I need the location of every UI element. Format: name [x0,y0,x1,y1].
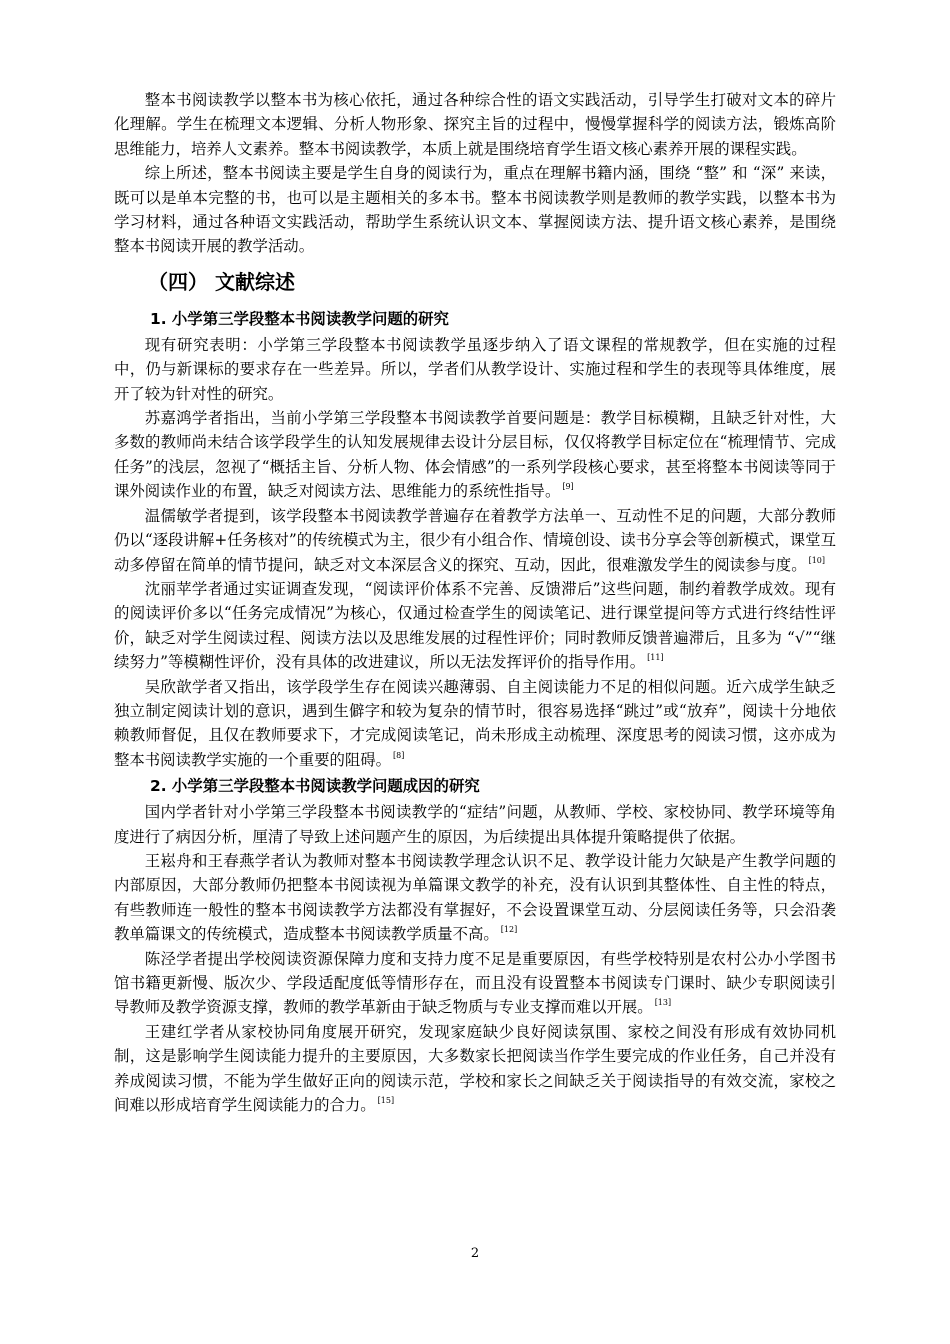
intro-paragraph-2: 综上所述，整本书阅读主要是学生自身的阅读行为，重点在理解书籍内涵，围绕 “整” 和 “深” 来读，既可以是单本完整的书，也可以是主题相关的多本书。整本书阅读教学则是教师的教学实践，以整本书为学习材料，通过各种语文实践活动，帮助学生系统认识文本、掌握阅读方法、提升语文核心素养，是围绕整本书阅读开展的教学活动。 [114,164,836,256]
document-page [114,88,836,1117]
paragraph-text: 吴欣歆学者又指出，该学段学生存在阅读兴趣薄弱、自主阅读能力不足的相似问题。近六成学生缺乏独立制定阅读计划的意识，遇到生僻字和较为复杂的情节时，很容易选择“跳过”或“放弃”，阅读十分地依赖教师督促，且仅在教师要求下，才完成阅读笔记，尚未形成主动梳理、深度思考的阅读习惯，这亦成为整本书阅读教学实施的一个重要的阻碍。 [114,677,836,769]
paragraph-text: 王崧舟和王春燕学者认为教师对整本书阅读教学理念认识不足、教学设计能力欠缺是产生教学问题的内部原因，大部分教师仍把整本书阅读视为单篇课文教学的补充，没有认识到其整体性、自主性的特点，有些教师连一般性的整本书阅读教学方法都没有掌握好，不会设置课堂互动、分层阅读任务等，只会沿袭教单篇课文的传统模式，造成整本书阅读教学质量不高。 [114,851,836,944]
subsection-1-heading: 1. 小学第三学段整本书阅读教学问题的研究 [150,309,449,328]
paragraph-text: 沈丽苹学者通过实证调查发现，“阅读评价体系不完善、反馈滞后”这些问题，制约着教学成效。现有的阅读评价多以“任务完成情况”为核心，仅通过检查学生的阅读笔记、进行课堂提问等方式进行终结性评价，缺乏对学生阅读过程、阅读方法以及思维发展的过程性评价；同时教师反馈普遍滞后，且多为 “√”“继续努力”等模糊性评价，没有具体的改进建议，所以无法发挥评价的指导作用。 [114,579,836,672]
intro-paragraph-1: 整本书阅读教学以整本书为核心依托，通过各种综合性的语文实践活动，引导学生打破对文本的碎片化理解。学生在梳理文本逻辑、分析人物形象、探究主旨的过程中，慢慢掌握科学的阅读方法，锻炼高阶思维能力，培养人文素养。整本书阅读教学，本质上就是围绕培育学生语文核心素养开展的课程实践。 [114,91,836,158]
subsection-1-paragraph-5 [114,675,836,773]
paragraph-text: 王建红学者从家校协同角度展开研究，发现家庭缺少良好阅读氛围、家校之间没有形成有效协同机制，这是影响学生阅读能力提升的主要原因，大多数家长把阅读当作学生要完成的作业任务，自己并没有养成阅读习惯，不能为学生做好正向的阅读示范，学校和家长之间缺乏关于阅读指导的有效交流，家校之间难以形成培育学生阅读能力的合力。 [114,1022,836,1115]
citation-ref: [11] [647,653,664,663]
subsection-1-paragraph-3 [114,504,836,577]
paragraph-text: 温儒敏学者提到，该学段整本书阅读教学普遍存在着教学方法单一、互动性不足的问题，大部分教师仍以“逐段讲解+任务核对”的传统模式为主，很少有小组合作、情境创设、读书分享会等创新模式，课堂互动多停留在简单的情节提问，缺乏对文本深层含义的探究、互动，因此，很难激发学生的阅读参与度。 [114,506,836,574]
citation-ref: [10] [808,555,826,565]
page-number: 2 [470,1246,480,1261]
subsection-1-paragraph-4 [114,577,836,675]
subsection-2-paragraph-2 [114,849,836,947]
subsection-2-paragraph-4 [114,1020,836,1118]
subsection-2-paragraph-1: 国内学者针对小学第三学段整本书阅读教学的“症结”问题，从教师、学校、家校协同、教学环境等角度进行了病因分析，厘清了导致上述问题产生的原因，为后续提出具体提升策略提供了依据。 [114,803,836,846]
paragraph-text: 苏嘉鸿学者指出，当前小学第三学段整本书阅读教学首要问题是：教学目标模糊，且缺乏针对性，大多数的教师尚未结合该学段学生的认知发展规律去设计分层目标，仅仅将教学目标定位在“梳理情节、完成任务”的浅层，忽视了“概括主旨、分析人物、体会情感”的一系列学段核心要求，甚至将整本书阅读等同于课外阅读作业的布置，缺乏对阅读方法、思维能力的系统性指导。 [114,409,836,501]
citation-ref: [13] [654,998,672,1008]
paragraph-text: 陈泾学者提出学校阅读资源保障力度和支持力度不足是重要原因，有些学校特别是农村公办小学图书馆书籍更新慢、版次少、学段适配度低等情形存在，而且没有设置整本书阅读专门课时、缺少专职阅读引导教师及教学资源支撑，教师的教学革新由于缺乏物质与专业支撑而难以开展。 [114,949,836,1017]
subsection-1-paragraph-2 [114,406,836,504]
citation-ref: [9] [562,482,574,492]
subsection-2-paragraph-3 [114,947,836,1020]
citation-ref: [12] [500,925,518,935]
citation-ref: [15] [377,1096,395,1106]
subsection-2-heading: 2. 小学第三学段整本书阅读教学问题成因的研究 [150,777,480,796]
section-heading-literature-review: （四） 文献综述 [148,269,295,294]
subsection-1-paragraph-1: 现有研究表明：小学第三学段整本书阅读教学虽逐步纳入了语文课程的常规教学，但在实施的过程中，仍与新课标的要求存在一些差异。所以，学者们从教学设计、实施过程和学生的表现等具体维度，展开了较为针对性的研究。 [114,335,836,403]
citation-ref: [8] [393,750,405,760]
